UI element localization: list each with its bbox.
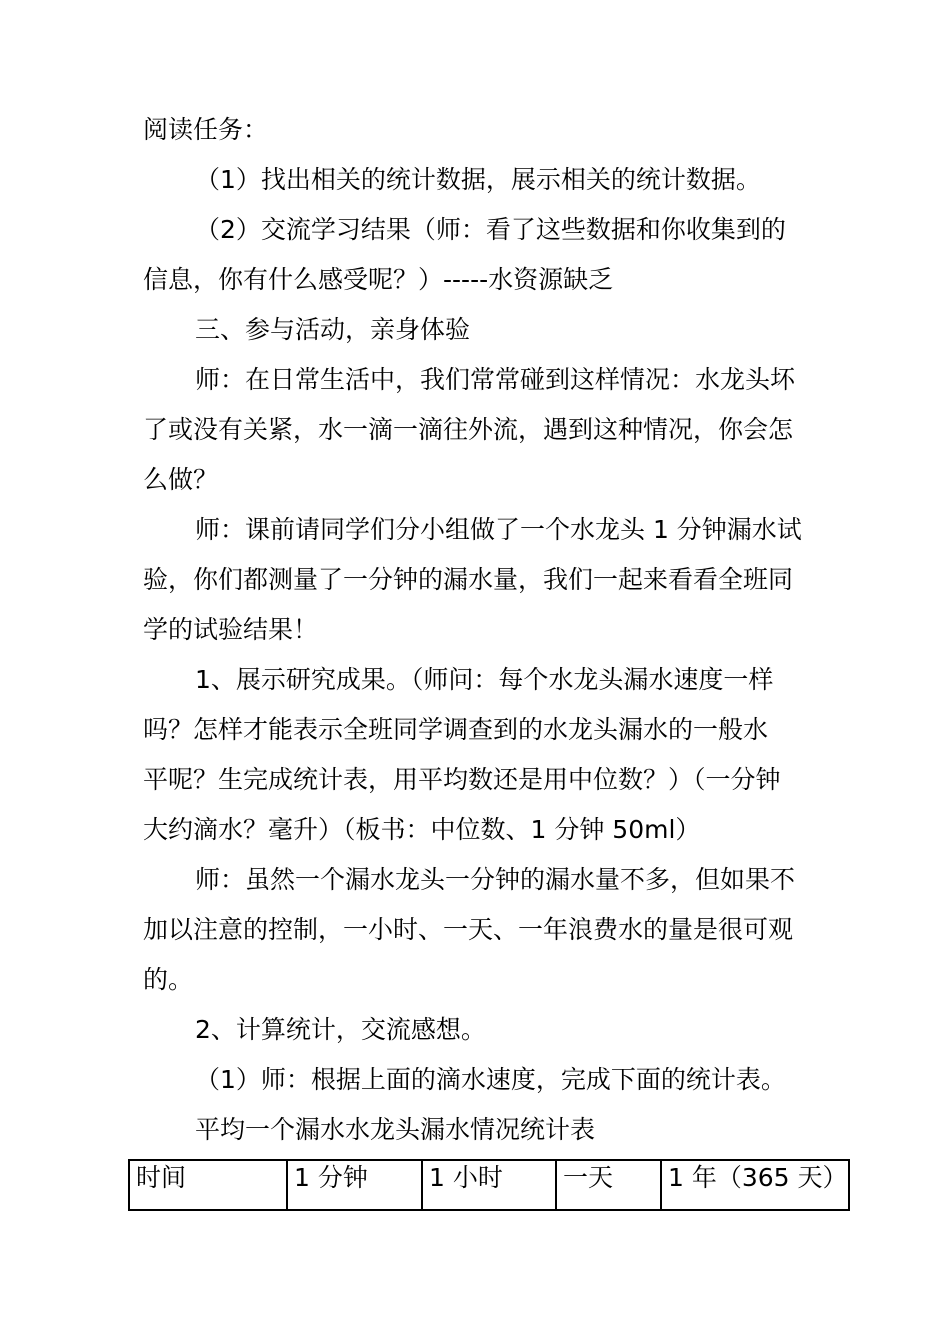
paragraph-line: （1）找出相关的统计数据，展示相关的统计数据。: [195, 165, 761, 194]
paragraph-line: 的。: [143, 965, 194, 994]
paragraph-line: 验，你们都测量了一分钟的漏水量，我们一起来看看全班同: [143, 565, 794, 594]
paragraph-line: 1、展示研究成果。（师问：每个水龙头漏水速度一样: [195, 665, 774, 694]
reading-task-heading: 阅读任务：: [143, 115, 269, 144]
table-header-cell: 时间: [129, 1160, 287, 1210]
paragraph-line: 学的试验结果！: [143, 615, 319, 644]
paragraph-line: （1）师：根据上面的滴水速度，完成下面的统计表。: [195, 1065, 786, 1094]
table-header-cell: 1 年（365 天）: [661, 1160, 849, 1210]
paragraph-line: （2）交流学习结果（师：看了这些数据和你收集到的: [195, 215, 786, 244]
paragraph-line: 平呢？生完成统计表，用平均数还是用中位数？）（一分钟: [143, 765, 781, 794]
table-header-cell: 1 分钟: [287, 1160, 422, 1210]
table-header-cell: 一天: [556, 1160, 661, 1210]
paragraph-line: 师：课前请同学们分小组做了一个水龙头 1 分钟漏水试: [195, 515, 802, 544]
table-row: [129, 1160, 849, 1210]
paragraph-line: 师：在日常生活中，我们常常碰到这样情况：水龙头坏: [195, 365, 796, 394]
paragraph-line: 加以注意的控制，一小时、一天、一年浪费水的量是很可观: [143, 915, 794, 944]
leak-statistics-table: [128, 1159, 850, 1211]
paragraph-line: 大约滴水？毫升）（板书：中位数、1 分钟 50ml）: [143, 815, 701, 844]
table-caption: 平均一个漏水水龙头漏水情况统计表: [195, 1115, 596, 1144]
paragraph-line: 师：虽然一个漏水龙头一分钟的漏水量不多，但如果不: [195, 865, 796, 894]
section-heading: 三、参与活动，亲身体验: [195, 315, 471, 344]
paragraph-line: 了或没有关紧，水一滴一滴往外流，遇到这种情况，你会怎: [143, 415, 794, 444]
paragraph-line: 吗？怎样才能表示全班同学调查到的水龙头漏水的一般水: [143, 715, 769, 744]
table-header-cell: 1 小时: [422, 1160, 556, 1210]
paragraph-line: 么做？: [143, 465, 219, 494]
paragraph-line: 2、计算统计，交流感想。: [195, 1015, 486, 1044]
paragraph-line: 信息，你有什么感受呢？）-----水资源缺乏: [143, 265, 614, 294]
